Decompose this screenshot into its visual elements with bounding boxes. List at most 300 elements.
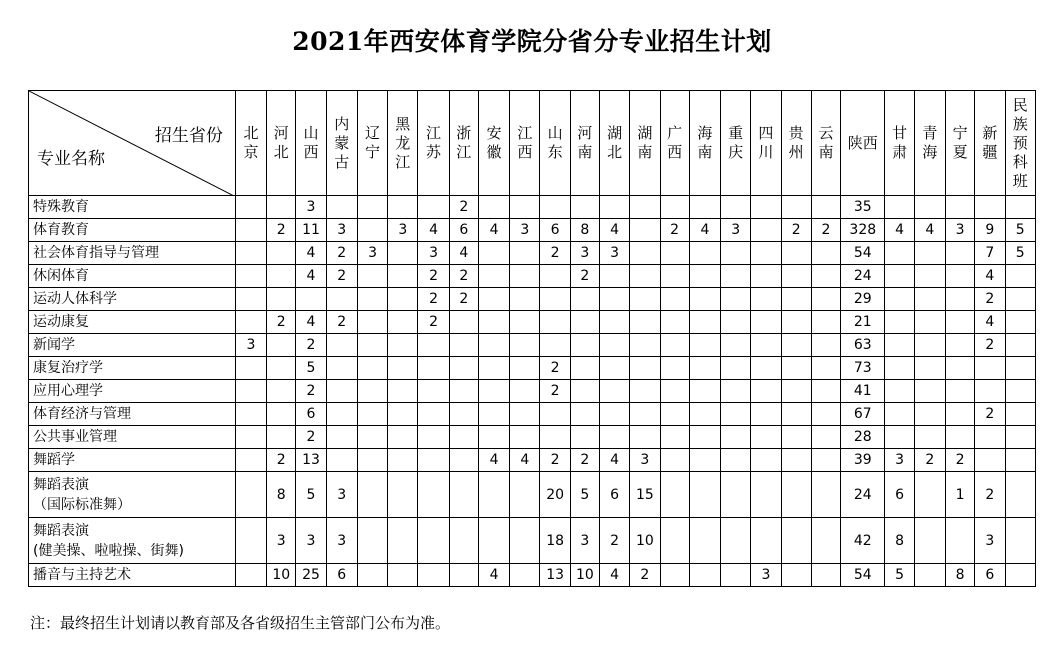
- major-name-cell: [29, 357, 236, 380]
- quota-cell: [660, 334, 689, 357]
- quota-cell: 4: [975, 265, 1005, 288]
- quota-cell: [388, 357, 418, 380]
- quota-cell: 4: [885, 219, 914, 242]
- province-header-cell: [599, 91, 629, 196]
- quota-cell: 3: [326, 219, 357, 242]
- province-header-cell: [267, 91, 296, 196]
- quota-cell: [751, 426, 781, 449]
- quota-cell: 6: [449, 219, 478, 242]
- quota-cell: 6: [885, 472, 914, 518]
- quota-cell: [660, 242, 689, 265]
- quota-cell: [811, 288, 840, 311]
- quota-cell: [721, 242, 751, 265]
- province-name: 安徽: [486, 124, 502, 161]
- quota-cell: [570, 334, 599, 357]
- major-name: 新闻学: [33, 337, 75, 353]
- quota-cell: [781, 403, 811, 426]
- quota-cell: 6: [296, 403, 326, 426]
- major-name: 休闲体育: [33, 268, 89, 284]
- quota-cell: 4: [599, 449, 629, 472]
- quota-cell: [721, 334, 751, 357]
- quota-cell: [326, 380, 357, 403]
- quota-cell: 4: [478, 219, 509, 242]
- major-name-cell: [29, 472, 236, 518]
- quota-cell: [721, 380, 751, 403]
- quota-cell: [326, 288, 357, 311]
- quota-cell: 6: [975, 564, 1005, 587]
- quota-cell: 3: [975, 518, 1005, 564]
- quota-cell: [885, 288, 914, 311]
- quota-cell: 2: [296, 380, 326, 403]
- quota-cell: [630, 219, 660, 242]
- quota-cell: [914, 472, 945, 518]
- quota-cell: [781, 288, 811, 311]
- quota-cell: [267, 357, 296, 380]
- quota-cell: [510, 334, 540, 357]
- quota-cell: 3: [326, 518, 357, 564]
- quota-cell: [267, 288, 296, 311]
- quota-cell: [945, 288, 974, 311]
- quota-cell: [751, 265, 781, 288]
- quota-cell: [357, 403, 387, 426]
- quota-cell: [660, 265, 689, 288]
- major-name: 播音与主持艺术: [33, 567, 131, 583]
- province-header-cell: [751, 91, 781, 196]
- quota-cell: [267, 334, 296, 357]
- quota-cell: 4: [510, 449, 540, 472]
- quota-cell: [449, 449, 478, 472]
- quota-cell: [510, 196, 540, 219]
- quota-cell: [751, 380, 781, 403]
- quota-cell: [1005, 564, 1036, 587]
- major-name-cell: [29, 288, 236, 311]
- quota-cell: [689, 380, 720, 403]
- table-row: [29, 219, 1036, 242]
- quota-cell: [418, 380, 449, 403]
- quota-cell: 2: [540, 357, 570, 380]
- province-axis-label: 招生省份: [154, 126, 223, 146]
- province-name: 山东: [547, 124, 563, 161]
- quota-cell: [449, 564, 478, 587]
- quota-cell: 6: [326, 564, 357, 587]
- quota-cell: 3: [570, 518, 599, 564]
- quota-cell: [811, 403, 840, 426]
- quota-cell: 63: [841, 334, 885, 357]
- quota-cell: [781, 472, 811, 518]
- quota-cell: 9: [975, 219, 1005, 242]
- quota-cell: [689, 518, 720, 564]
- quota-cell: 2: [540, 449, 570, 472]
- province-name: 内蒙古: [334, 114, 350, 171]
- quota-cell: [599, 380, 629, 403]
- quota-cell: [357, 380, 387, 403]
- quota-cell: [357, 334, 387, 357]
- quota-cell: [510, 426, 540, 449]
- quota-cell: [811, 357, 840, 380]
- quota-cell: 2: [267, 449, 296, 472]
- quota-cell: 24: [841, 265, 885, 288]
- quota-cell: [235, 564, 266, 587]
- quota-cell: 4: [418, 219, 449, 242]
- province-name: 浙江: [456, 124, 472, 161]
- table-row: [29, 311, 1036, 334]
- quota-cell: [975, 380, 1005, 403]
- table-row: [29, 564, 1036, 587]
- quota-cell: 3: [296, 518, 326, 564]
- quota-cell: [235, 288, 266, 311]
- quota-cell: 13: [296, 449, 326, 472]
- quota-cell: [721, 518, 751, 564]
- quota-cell: [914, 196, 945, 219]
- quota-cell: [449, 334, 478, 357]
- quota-cell: [388, 242, 418, 265]
- quota-cell: 39: [841, 449, 885, 472]
- quota-cell: [721, 288, 751, 311]
- quota-cell: [478, 472, 509, 518]
- footnote: 注：最终招生计划请以教育部及各省级招生主管部门公布为准。: [30, 614, 451, 632]
- quota-cell: 18: [540, 518, 570, 564]
- major-name-cell: [29, 426, 236, 449]
- quota-cell: [660, 288, 689, 311]
- quota-cell: 2: [570, 265, 599, 288]
- quota-cell: [811, 472, 840, 518]
- quota-cell: [267, 380, 296, 403]
- quota-cell: [689, 449, 720, 472]
- quota-cell: [570, 196, 599, 219]
- quota-cell: [1005, 357, 1036, 380]
- table-row: [29, 334, 1036, 357]
- table-row: [29, 265, 1036, 288]
- quota-cell: [914, 288, 945, 311]
- quota-cell: [914, 311, 945, 334]
- quota-cell: 3: [570, 242, 599, 265]
- quota-cell: [478, 380, 509, 403]
- quota-cell: 2: [975, 288, 1005, 311]
- quota-cell: 4: [599, 219, 629, 242]
- quota-cell: 10: [630, 518, 660, 564]
- quota-cell: [235, 449, 266, 472]
- quota-cell: [510, 472, 540, 518]
- quota-cell: 21: [841, 311, 885, 334]
- quota-cell: [811, 196, 840, 219]
- quota-cell: [975, 449, 1005, 472]
- quota-cell: [570, 357, 599, 380]
- quota-cell: [1005, 288, 1036, 311]
- quota-cell: [811, 242, 840, 265]
- province-header-cell: [841, 91, 885, 196]
- quota-cell: 5: [570, 472, 599, 518]
- province-header-cell: [449, 91, 478, 196]
- quota-cell: 73: [841, 357, 885, 380]
- quota-cell: 3: [267, 518, 296, 564]
- quota-cell: 7: [975, 242, 1005, 265]
- quota-cell: [660, 518, 689, 564]
- quota-cell: 2: [267, 219, 296, 242]
- major-name: 体育教育: [33, 222, 89, 238]
- quota-cell: 54: [841, 242, 885, 265]
- quota-cell: 4: [914, 219, 945, 242]
- quota-cell: [689, 426, 720, 449]
- quota-cell: 41: [841, 380, 885, 403]
- quota-cell: [235, 357, 266, 380]
- quota-cell: [510, 265, 540, 288]
- quota-cell: [945, 403, 974, 426]
- major-name-cell: [29, 242, 236, 265]
- quota-cell: [751, 334, 781, 357]
- quota-cell: 5: [1005, 242, 1036, 265]
- quota-cell: [885, 196, 914, 219]
- quota-cell: [1005, 380, 1036, 403]
- province-header-cell: [478, 91, 509, 196]
- quota-cell: 5: [296, 357, 326, 380]
- province-header-cell: [510, 91, 540, 196]
- quota-cell: [418, 403, 449, 426]
- quota-cell: [811, 265, 840, 288]
- quota-cell: 2: [449, 288, 478, 311]
- major-subtitle: （国际标准舞）: [33, 496, 131, 513]
- quota-cell: 2: [326, 311, 357, 334]
- quota-cell: [751, 518, 781, 564]
- quota-cell: 13: [540, 564, 570, 587]
- province-header-cell: [326, 91, 357, 196]
- province-header-cell: [388, 91, 418, 196]
- province-header-cell: [357, 91, 387, 196]
- quota-cell: 2: [449, 196, 478, 219]
- quota-cell: 2: [326, 265, 357, 288]
- quota-cell: 2: [296, 426, 326, 449]
- quota-cell: [1005, 472, 1036, 518]
- quota-cell: [599, 403, 629, 426]
- quota-cell: 2: [660, 219, 689, 242]
- quota-cell: 28: [841, 426, 885, 449]
- quota-cell: [418, 449, 449, 472]
- quota-cell: [510, 311, 540, 334]
- quota-cell: [388, 265, 418, 288]
- quota-cell: [781, 334, 811, 357]
- quota-cell: [540, 288, 570, 311]
- province-header-cell: [418, 91, 449, 196]
- quota-cell: [388, 334, 418, 357]
- quota-cell: [811, 518, 840, 564]
- quota-cell: [945, 334, 974, 357]
- quota-cell: [418, 564, 449, 587]
- quota-cell: [885, 242, 914, 265]
- quota-cell: [781, 196, 811, 219]
- header-corner-cell: [29, 91, 236, 196]
- province-name: 贵州: [788, 124, 804, 161]
- quota-cell: [630, 426, 660, 449]
- quota-cell: [660, 426, 689, 449]
- quota-cell: 3: [751, 564, 781, 587]
- quota-cell: [721, 357, 751, 380]
- enrollment-plan-table: [28, 90, 1036, 587]
- quota-cell: 5: [296, 472, 326, 518]
- quota-cell: 2: [811, 219, 840, 242]
- quota-cell: [599, 426, 629, 449]
- province-header-cell: [945, 91, 974, 196]
- quota-cell: [418, 518, 449, 564]
- quota-cell: [1005, 196, 1036, 219]
- quota-cell: [630, 311, 660, 334]
- quota-cell: [945, 311, 974, 334]
- province-name: 广西: [667, 124, 683, 161]
- quota-cell: [540, 426, 570, 449]
- province-header-cell: [885, 91, 914, 196]
- quota-cell: [945, 242, 974, 265]
- quota-cell: [914, 265, 945, 288]
- quota-cell: [478, 357, 509, 380]
- major-name-cell: [29, 403, 236, 426]
- quota-cell: [630, 242, 660, 265]
- quota-cell: [885, 311, 914, 334]
- quota-cell: 3: [630, 449, 660, 472]
- quota-cell: 25: [296, 564, 326, 587]
- quota-cell: [885, 380, 914, 403]
- quota-cell: [418, 357, 449, 380]
- quota-cell: [751, 242, 781, 265]
- quota-cell: [326, 426, 357, 449]
- quota-cell: [1005, 334, 1036, 357]
- province-name: 辽宁: [365, 124, 381, 161]
- major-name: 舞蹈表演: [33, 522, 89, 539]
- quota-cell: [267, 426, 296, 449]
- quota-cell: [751, 403, 781, 426]
- quota-cell: [599, 288, 629, 311]
- quota-cell: [630, 334, 660, 357]
- quota-cell: [945, 518, 974, 564]
- quota-cell: [945, 196, 974, 219]
- quota-cell: 8: [267, 472, 296, 518]
- quota-cell: 3: [235, 334, 266, 357]
- quota-cell: 2: [781, 219, 811, 242]
- quota-cell: [267, 403, 296, 426]
- quota-cell: [751, 472, 781, 518]
- quota-cell: [721, 426, 751, 449]
- quota-cell: [689, 334, 720, 357]
- quota-cell: [811, 426, 840, 449]
- major-name-cell: [29, 334, 236, 357]
- quota-cell: [478, 426, 509, 449]
- quota-cell: 4: [296, 265, 326, 288]
- quota-cell: [267, 242, 296, 265]
- quota-cell: [388, 449, 418, 472]
- quota-cell: 35: [841, 196, 885, 219]
- quota-cell: [418, 334, 449, 357]
- quota-cell: 3: [296, 196, 326, 219]
- quota-cell: [570, 403, 599, 426]
- quota-cell: [811, 380, 840, 403]
- major-name-cell: [29, 518, 236, 564]
- table-row: [29, 403, 1036, 426]
- province-name: 民族预科班: [1012, 95, 1028, 190]
- quota-cell: [811, 564, 840, 587]
- quota-cell: [914, 334, 945, 357]
- quota-cell: 2: [267, 311, 296, 334]
- quota-cell: [388, 288, 418, 311]
- major-name-cell: [29, 311, 236, 334]
- quota-cell: [570, 288, 599, 311]
- quota-cell: [689, 265, 720, 288]
- quota-cell: [751, 357, 781, 380]
- quota-cell: [689, 564, 720, 587]
- quota-cell: [721, 472, 751, 518]
- quota-cell: [721, 196, 751, 219]
- quota-cell: [510, 564, 540, 587]
- quota-cell: [326, 403, 357, 426]
- major-name: 应用心理学: [33, 383, 103, 399]
- province-name: 北京: [243, 124, 259, 161]
- quota-cell: [1005, 449, 1036, 472]
- quota-cell: 4: [599, 564, 629, 587]
- quota-cell: [660, 357, 689, 380]
- quota-cell: [945, 380, 974, 403]
- quota-cell: [449, 403, 478, 426]
- quota-cell: [599, 311, 629, 334]
- table-row: [29, 426, 1036, 449]
- province-name: 四川: [758, 124, 774, 161]
- province-header-cell: [811, 91, 840, 196]
- province-header-cell: [781, 91, 811, 196]
- quota-cell: 2: [570, 449, 599, 472]
- quota-cell: 11: [296, 219, 326, 242]
- quota-cell: 2: [418, 265, 449, 288]
- quota-cell: [781, 265, 811, 288]
- quota-cell: [1005, 265, 1036, 288]
- quota-cell: 2: [975, 334, 1005, 357]
- quota-cell: [357, 449, 387, 472]
- quota-cell: [885, 265, 914, 288]
- quota-cell: [885, 357, 914, 380]
- quota-cell: [689, 311, 720, 334]
- quota-cell: 8: [570, 219, 599, 242]
- quota-cell: [914, 426, 945, 449]
- quota-cell: [449, 426, 478, 449]
- quota-cell: [781, 380, 811, 403]
- quota-cell: 2: [418, 288, 449, 311]
- quota-cell: [388, 472, 418, 518]
- quota-cell: 3: [357, 242, 387, 265]
- quota-cell: 4: [478, 564, 509, 587]
- province-header-cell: [721, 91, 751, 196]
- quota-cell: [721, 564, 751, 587]
- quota-cell: [599, 265, 629, 288]
- quota-cell: [660, 403, 689, 426]
- quota-cell: [267, 196, 296, 219]
- major-name-cell: [29, 219, 236, 242]
- quota-cell: [945, 265, 974, 288]
- quota-cell: [540, 334, 570, 357]
- province-name: 湖南: [637, 124, 653, 161]
- province-name: 山西: [303, 124, 319, 161]
- province-header-cell: [630, 91, 660, 196]
- quota-cell: 2: [975, 403, 1005, 426]
- quota-cell: [570, 311, 599, 334]
- province-header-cell: [570, 91, 599, 196]
- quota-cell: [510, 403, 540, 426]
- quota-cell: 4: [689, 219, 720, 242]
- table-row: [29, 357, 1036, 380]
- quota-cell: [1005, 403, 1036, 426]
- province-name: 重庆: [728, 124, 744, 161]
- quota-cell: [478, 288, 509, 311]
- major-name-cell: [29, 265, 236, 288]
- quota-cell: 3: [945, 219, 974, 242]
- table-row: [29, 288, 1036, 311]
- quota-cell: [235, 311, 266, 334]
- province-name: 江西: [517, 124, 533, 161]
- quota-cell: [1005, 426, 1036, 449]
- quota-cell: [388, 564, 418, 587]
